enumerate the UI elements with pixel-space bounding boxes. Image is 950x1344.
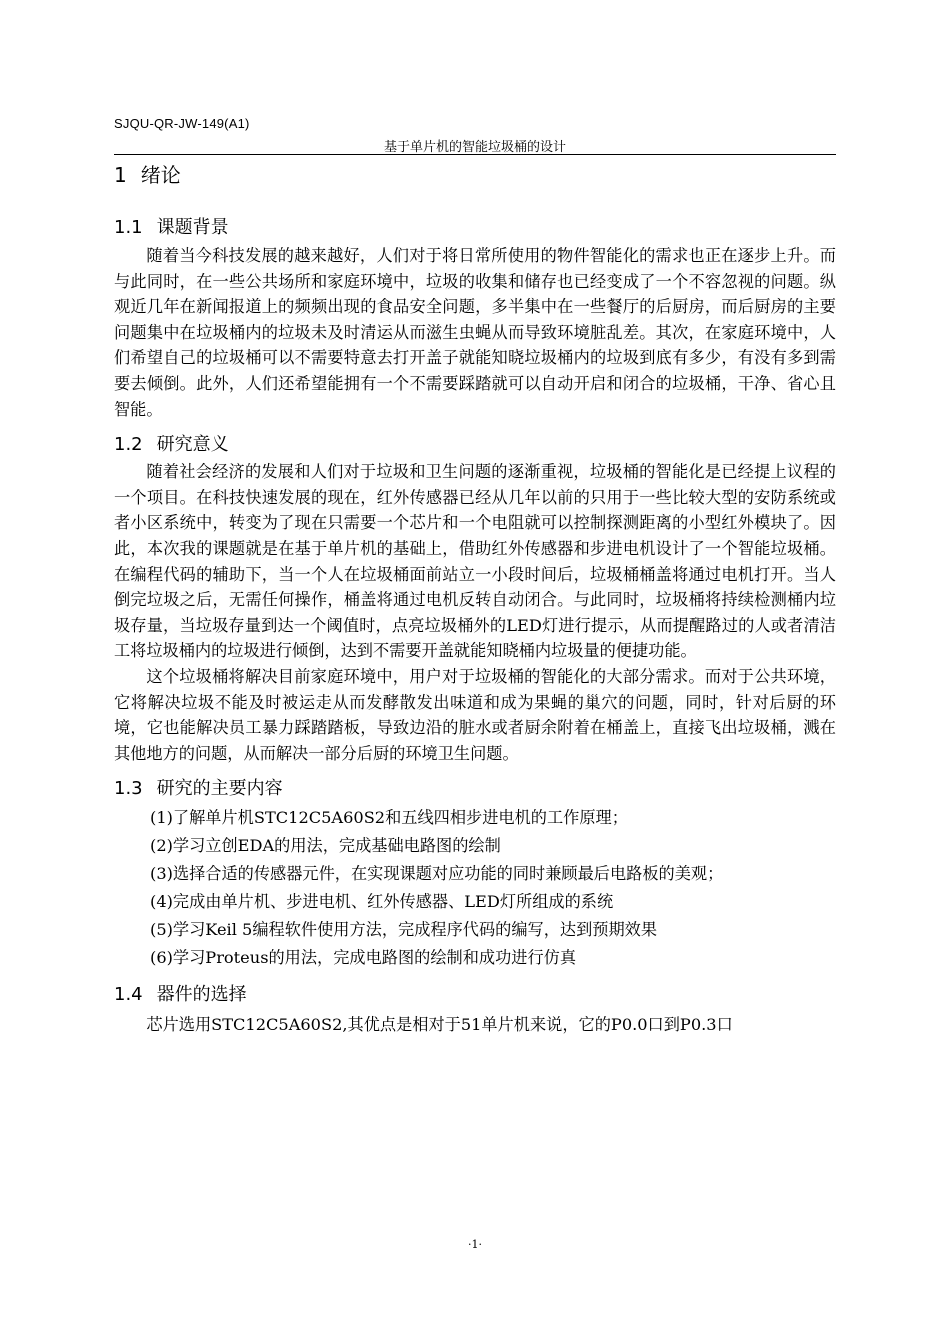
section-title: 研究意义 xyxy=(156,434,229,456)
section-number: 1.1 xyxy=(114,217,143,238)
document-code: SJQU-QR-JW-149(A1) xyxy=(114,116,250,131)
section-title: 研究的主要内容 xyxy=(156,778,283,800)
chapter-title: 绪论 xyxy=(140,163,181,187)
section-heading-1-2 xyxy=(114,432,836,458)
section-number: 1.2 xyxy=(114,434,143,456)
list-item: (2)学习立创EDA的用法，完成基础电路图的绘制 xyxy=(150,836,501,856)
section-number: 1.4 xyxy=(114,984,143,1006)
section-heading-1-1 xyxy=(114,215,836,241)
section-heading-1-4 xyxy=(114,982,836,1008)
document-body xyxy=(114,160,836,1038)
section-heading-1-3 xyxy=(114,776,836,802)
list-item: (3)选择合适的传感器元件，在实现课题对应功能的同时兼顾最后电路板的美观； xyxy=(150,864,724,884)
content-list xyxy=(114,804,836,972)
running-title: 基于单片机的智能垃圾桶的设计 xyxy=(383,140,566,155)
section-title: 器件的选择 xyxy=(156,984,247,1006)
list-item: (1)了解单片机STC12C5A60S2和五线四相步进电机的工作原理； xyxy=(150,808,628,828)
chapter-heading xyxy=(114,160,836,190)
paragraph: 芯片选用STC12C5A60S2,其优点是相对于51单片机来说，它的P0.0口到P0.3口 xyxy=(146,1015,733,1035)
section-number: 1.3 xyxy=(114,778,143,800)
section-title: 课题背景 xyxy=(156,217,229,238)
page-number: ·1· xyxy=(468,1238,482,1251)
list-item: (6)学习Proteus的用法，完成电路图的绘制和成功进行仿真 xyxy=(150,948,577,968)
list-item: (5)学习Keil 5编程软件使用方法，完成程序代码的编写，达到预期效果 xyxy=(150,920,658,940)
header-rule xyxy=(114,154,836,155)
paragraph: 这个垃圾桶将解决目前家庭环境中，用户对于垃圾桶的智能化的大部分需求。而对于公共环境，它将解决垃圾不能及时被运走从而发酵散发出味道和成为果蝇的巢穴的问题，同时，针对后厨的环境，它也能解决员工暴力踩踏踏板，导致边沿的脏水或者厨余附着在桶盖上，直接飞出垃圾桶，溅在其他地方的问题，从而解决一部分后厨的环境卫生问题。 xyxy=(114,666,836,763)
chapter-number: 1 xyxy=(114,163,127,187)
list-item: (4)完成由单片机、步进电机、红外传感器、LED灯所组成的系统 xyxy=(150,892,614,912)
paragraph: 随着社会经济的发展和人们对于垃圾和卫生问题的逐渐重视，垃圾桶的智能化是已经提上议程的一个项目。在科技快速发展的现在，红外传感器已经从几年以前的只用于一些比较大型的安防系统或者小区系统中，转变为了现在只需要一个芯片和一个电阻就可以控制探测距离的小型红外模块了。因此，本次我的课题就是在基于单片机的基础上，借助红外传感器和步进电机设计了一个智能垃圾桶。在编程代码的辅助下，当一个人在垃圾桶面前站立一小段时间后，垃圾桶桶盖将通过电机打开。当人倒完垃圾之后，无需任何操作，桶盖将通过电机反转自动闭合。与此同时，垃圾桶将持续检测桶内垃圾存量，当垃圾存量到达一个阈值时，点亮垃圾桶外的LED灯进行提示，从而提醒路过的人或者清洁工将垃圾桶内的垃圾进行倾倒，达到不需要开盖就能知晓桶内垃圾量的便捷功能。 xyxy=(114,462,836,661)
paragraph: 随着当今科技发展的越来越好，人们对于将日常所使用的物件智能化的需求也正在逐步上升。而与此同时，在一些公共场所和家庭环境中，垃圾的收集和储存也已经变成了一个不容忽视的问题。纵观近几年在新闻报道上的频频出现的食品安全问题，多半集中在一些餐厅的后厨房，而后厨房的主要问题集中在垃圾桶内的垃圾未及时清运从而滋生虫蝇从而导致环境脏乱差。其次，在家庭环境中，人们希望自己的垃圾桶可以不需要特意去打开盖子就能知晓垃圾桶内的垃圾到底有多少，有没有多到需要去倾倒。此外，人们还希望能拥有一个不需要踩踏就可以自动开启和闭合的垃圾桶，干净、省心且智能。 xyxy=(114,246,836,419)
